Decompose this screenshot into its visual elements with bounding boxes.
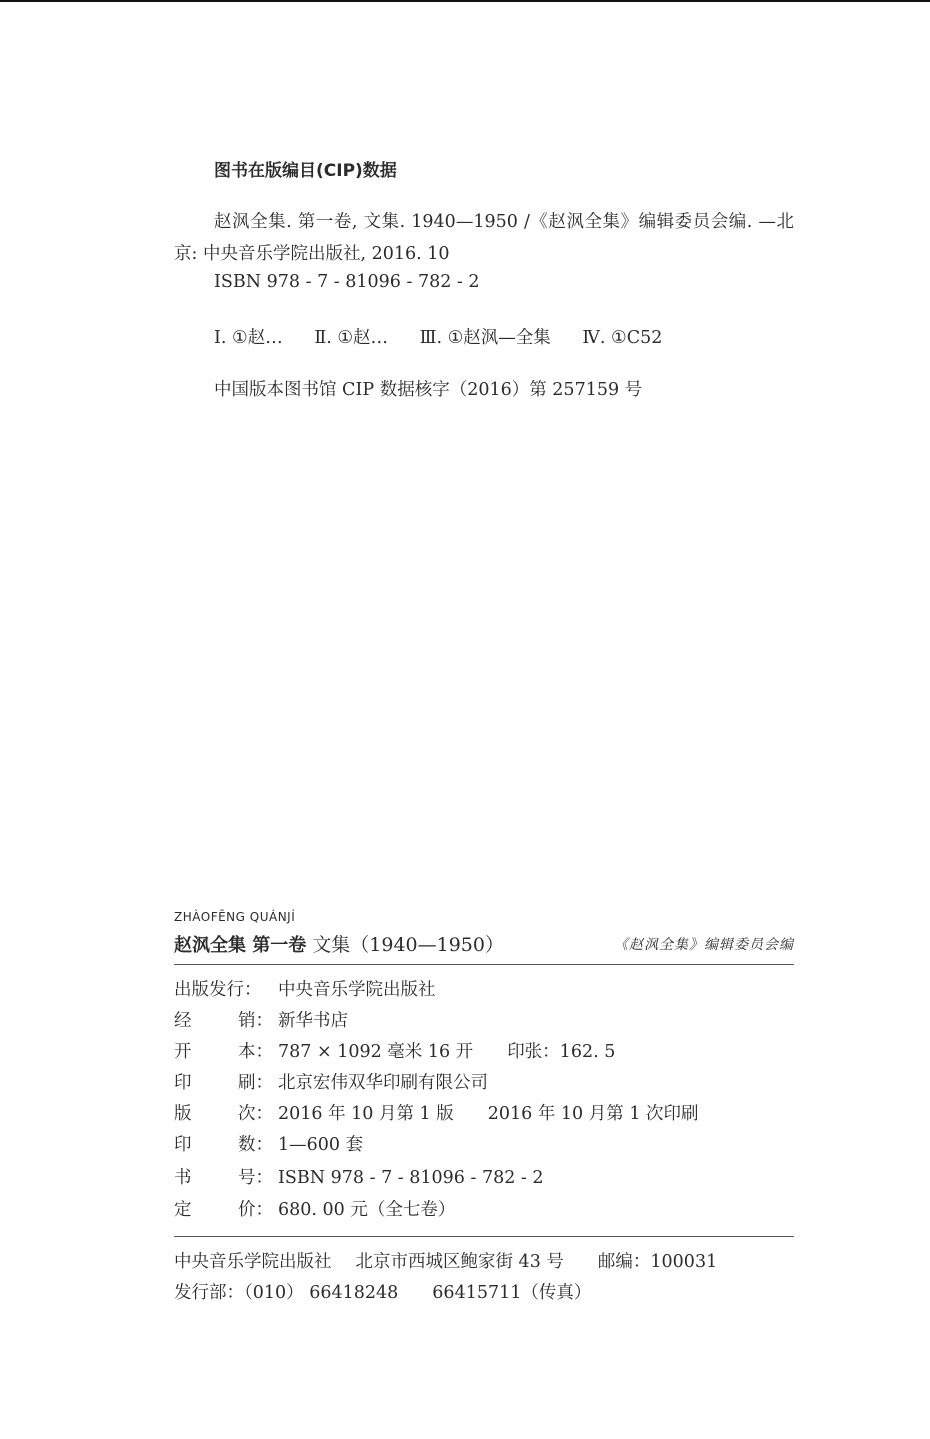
row-print-run	[174, 1131, 363, 1161]
footer-postcode: 邮编：100031	[597, 1252, 718, 1272]
footer-phone: （010） 66418248	[244, 1283, 399, 1303]
row-value: 中央音乐学院出版社	[278, 980, 436, 1000]
row-value: 787 × 1092 毫米 16 开	[278, 1042, 474, 1062]
footer-address-line	[174, 1248, 717, 1273]
row-value: ISBN 978 - 7 - 81096 - 782 - 2	[278, 1168, 544, 1188]
footer-contact-line	[174, 1279, 591, 1304]
classification-item: Ⅳ. ①C52	[582, 328, 663, 348]
row-label: 销：	[238, 1011, 273, 1031]
cip-classification	[214, 324, 688, 349]
row-publisher	[174, 976, 436, 1006]
top-border-line	[0, 0, 930, 2]
footer-dept-label: 发行部：	[174, 1283, 244, 1303]
row-value: 新华书店	[278, 1011, 348, 1031]
cip-description: 赵沨全集. 第一卷, 文集. 1940—1950 /《赵沨全集》编辑委员会编. —北京: 中央音乐学院出版社, 2016. 10	[174, 212, 794, 264]
footer-address: 北京市西城区鲍家街 43 号	[355, 1252, 564, 1272]
row-value: 680. 00 元（全七卷）	[278, 1200, 456, 1220]
row-label: 价：	[238, 1200, 273, 1220]
row-label: 次：	[238, 1104, 273, 1124]
row-value: 北京宏伟双华印刷有限公司	[278, 1073, 488, 1093]
book-title	[174, 930, 504, 957]
book-title-pinyin: ZHÀOFĒNG QUÁNJÍ	[174, 910, 296, 924]
row-value: 1—600 套	[278, 1135, 364, 1155]
row-label: 印	[174, 1073, 192, 1093]
row-edition	[174, 1100, 699, 1130]
classification-item: Ⅰ. ①赵…	[214, 328, 283, 348]
row-label: 定	[174, 1200, 192, 1220]
cip-approval-note: 中国版本图书馆 CIP 数据核字（2016）第 257159 号	[214, 380, 643, 400]
row-label: 刷：	[238, 1073, 273, 1093]
divider-bottom	[174, 1236, 794, 1237]
row-label: 版	[174, 1104, 192, 1124]
cip-title: 图书在版编目(CIP)数据	[214, 161, 397, 181]
row-format	[174, 1038, 615, 1068]
row-extra: 2016 年 10 月第 1 次印刷	[487, 1104, 699, 1124]
footer-fax: 66415711（传真）	[432, 1283, 592, 1303]
row-value: 2016 年 10 月第 1 版	[278, 1104, 454, 1124]
row-book-number	[174, 1164, 544, 1194]
row-label: 书	[174, 1168, 192, 1188]
row-label: 经	[174, 1011, 192, 1031]
row-label: 本：	[238, 1042, 273, 1062]
row-distributor	[174, 1007, 348, 1037]
row-label: 印	[174, 1135, 192, 1155]
book-title-sub: 文集（1940—1950）	[312, 934, 504, 956]
book-editor: 《赵沨全集》编辑委员会编	[614, 937, 794, 953]
row-label: 开	[174, 1042, 192, 1062]
row-label: 数：	[238, 1135, 273, 1155]
classification-item: Ⅲ. ①赵沨—全集	[419, 328, 551, 348]
divider-top	[174, 964, 794, 965]
row-label: 号：	[238, 1168, 273, 1188]
row-extra: 印张：162. 5	[507, 1042, 616, 1062]
row-price	[174, 1196, 455, 1226]
book-title-main: 赵沨全集 第一卷	[174, 935, 307, 956]
cip-isbn: ISBN 978 - 7 - 81096 - 782 - 2	[214, 272, 480, 292]
classification-item: Ⅱ. ①赵…	[314, 328, 389, 348]
row-printer	[174, 1069, 488, 1099]
footer-publisher: 中央音乐学院出版社	[174, 1252, 332, 1272]
row-label: 出版发行：	[174, 980, 262, 1000]
